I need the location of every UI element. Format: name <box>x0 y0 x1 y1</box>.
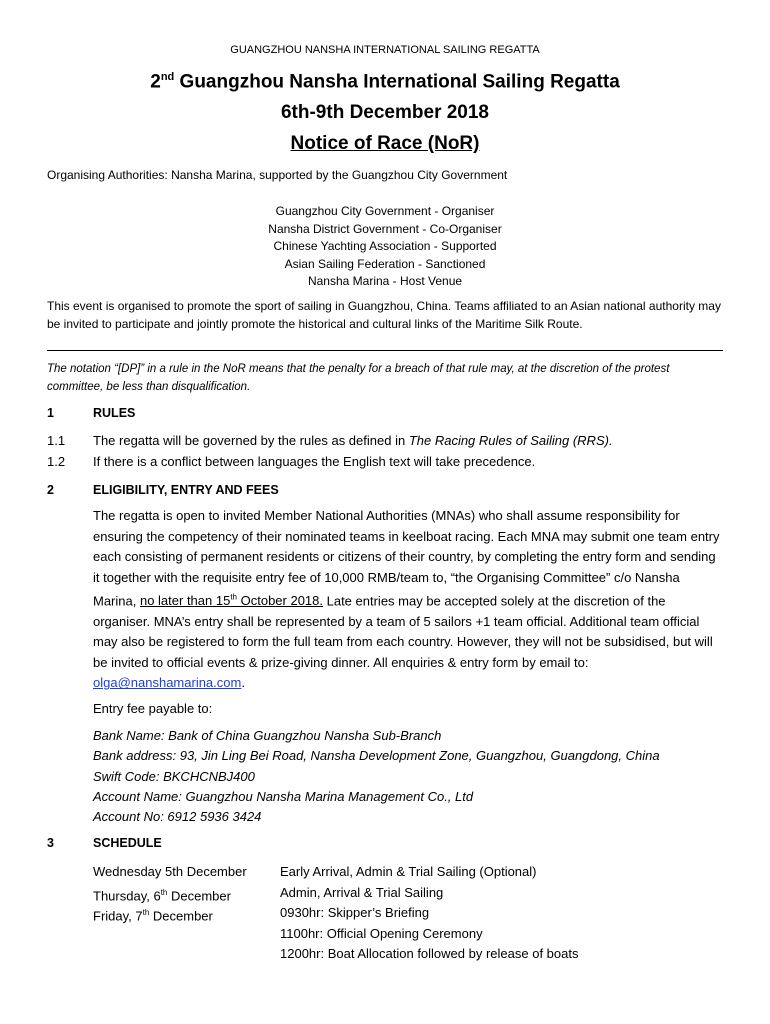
role-item: Nansha District Government - Co-Organiser <box>268 221 502 236</box>
section-number: 1 <box>47 406 54 420</box>
swift-code: Swift Code: BKCHCNBJ400 <box>93 768 255 784</box>
intro-paragraph: This event is organised to promote the sport of sailing in Guangzhou, China. Teams affiliated to an Asian national authority may be invited to participate and jointly promote the historical and cultural links of the Maritime Silk Route. <box>47 299 721 331</box>
bank-address: Bank address: 93, Jin Ling Bei Road, Nansha Development Zone, Guangzhou, Guangdong, China <box>93 748 660 764</box>
bank-name: Bank Name: Bank of China Guangzhou Nansha Sub-Branch <box>93 728 442 743</box>
deadline-month: October 2018. <box>237 593 323 609</box>
eligibility-text-continued: Late entries may be accepted solely at the discretion of the organiser. MNA’s entry shall be represented by a team of 5 sailors +1 team official. Additional team official may also be registered to form the full team from each country. However, they will not be subsidised, but will be invited to official events & prize-giving dinner. All enquiries & entry form by email to: <box>93 593 713 670</box>
eligibility-text: The regatta is open to invited Member National Authorities (MNAs) who shall assume responsibility for ensuring the competency of their nominated teams in keelboat racing. Each MNA may submit one team entry each consisting of permanent residents or citizens of their country, by completing the entry form and sending it together with the requisite entry fee of 10,000 RMB/team to, “the Organising Committee” c/o Nansha Marina, <box>93 508 720 609</box>
title-line-1 <box>0 71 770 93</box>
schedule-event: 1200hr: Boat Allocation followed by release of boats <box>280 946 579 961</box>
divider-line <box>47 350 723 351</box>
eligibility-end: . <box>241 675 245 691</box>
role-item: Nansha Marina - Host Venue <box>307 274 463 288</box>
title-notice-of-race: Notice of Race (NoR) <box>290 133 480 154</box>
entry-fee-label: Entry fee payable to: <box>93 701 213 716</box>
deadline-ordinal: th <box>230 593 237 602</box>
email-link[interactable]: olga@nanshamarina.com <box>93 675 242 691</box>
day-month: December <box>167 887 231 903</box>
schedule-event: Early Arrival, Admin & Trial Sailing (Optional) <box>280 864 537 879</box>
running-header: GUANGZHOU NANSHA INTERNATIONAL SAILING REGATTA <box>230 44 540 56</box>
day-ordinal: th <box>160 887 168 897</box>
schedule-event: 0930hr: Skipper’s Briefing <box>280 905 430 920</box>
role-item: Asian Sailing Federation - Sanctioned <box>284 256 486 271</box>
rule-number: 1.2 <box>47 454 66 469</box>
role-item: Guangzhou City Government - Organiser <box>275 204 495 218</box>
rule-text: If there is a conflict between languages the English text will take precedence. <box>93 454 536 469</box>
section-number: 2 <box>47 483 54 497</box>
section-title: ELIGIBILITY, ENTRY AND FEES <box>93 483 279 497</box>
section-title: RULES <box>93 406 136 420</box>
account-name: Account Name: Guangzhou Nansha Marina Management Co., Ltd <box>93 788 474 804</box>
organiser-roles-list <box>0 203 770 291</box>
organising-authorities: Organising Authorities: Nansha Marina, supported by the Guangzhou City Government <box>47 168 508 182</box>
section-number: 3 <box>47 836 54 850</box>
day-text: Thursday, 6 <box>93 887 161 903</box>
section-title: SCHEDULE <box>93 836 162 850</box>
rule-text-plain: The regatta will be governed by the rules as defined in <box>93 433 409 448</box>
title-ordinal: 2 <box>150 71 161 93</box>
rule-text <box>93 433 613 448</box>
schedule-event: Admin, Arrival & Trial Sailing <box>280 884 444 900</box>
bank-details <box>93 726 660 827</box>
entry-deadline <box>140 593 323 608</box>
schedule-day: Wednesday 5th December <box>93 864 247 879</box>
title-dates: 6th-9th December 2018 <box>280 102 490 123</box>
title-ordinal-suffix: nd <box>160 71 175 83</box>
day-month: December <box>149 908 213 924</box>
deadline-text: no later than 15 <box>139 593 231 609</box>
rule-text-italic: The Racing Rules of Sailing (RRS). <box>408 433 613 448</box>
account-number: Account No: 6912 5936 3424 <box>93 809 262 825</box>
schedule-day <box>93 903 213 927</box>
role-item: Chinese Yachting Association - Supported <box>273 239 497 253</box>
eligibility-paragraph <box>93 506 725 694</box>
rule-number: 1.1 <box>47 433 66 448</box>
title-name: Guangzhou Nansha International Sailing Regatta <box>174 71 620 93</box>
day-ordinal: th <box>142 908 150 917</box>
schedule-event: 1100hr: Official Opening Ceremony <box>280 925 483 941</box>
day-text: Friday, 7 <box>93 908 143 924</box>
notation-paragraph: The notation “[DP]” in a rule in the NoR means that the penalty for a breach of that rule may, at the discretion of the protest committee, be less than disqualification. <box>47 363 670 393</box>
